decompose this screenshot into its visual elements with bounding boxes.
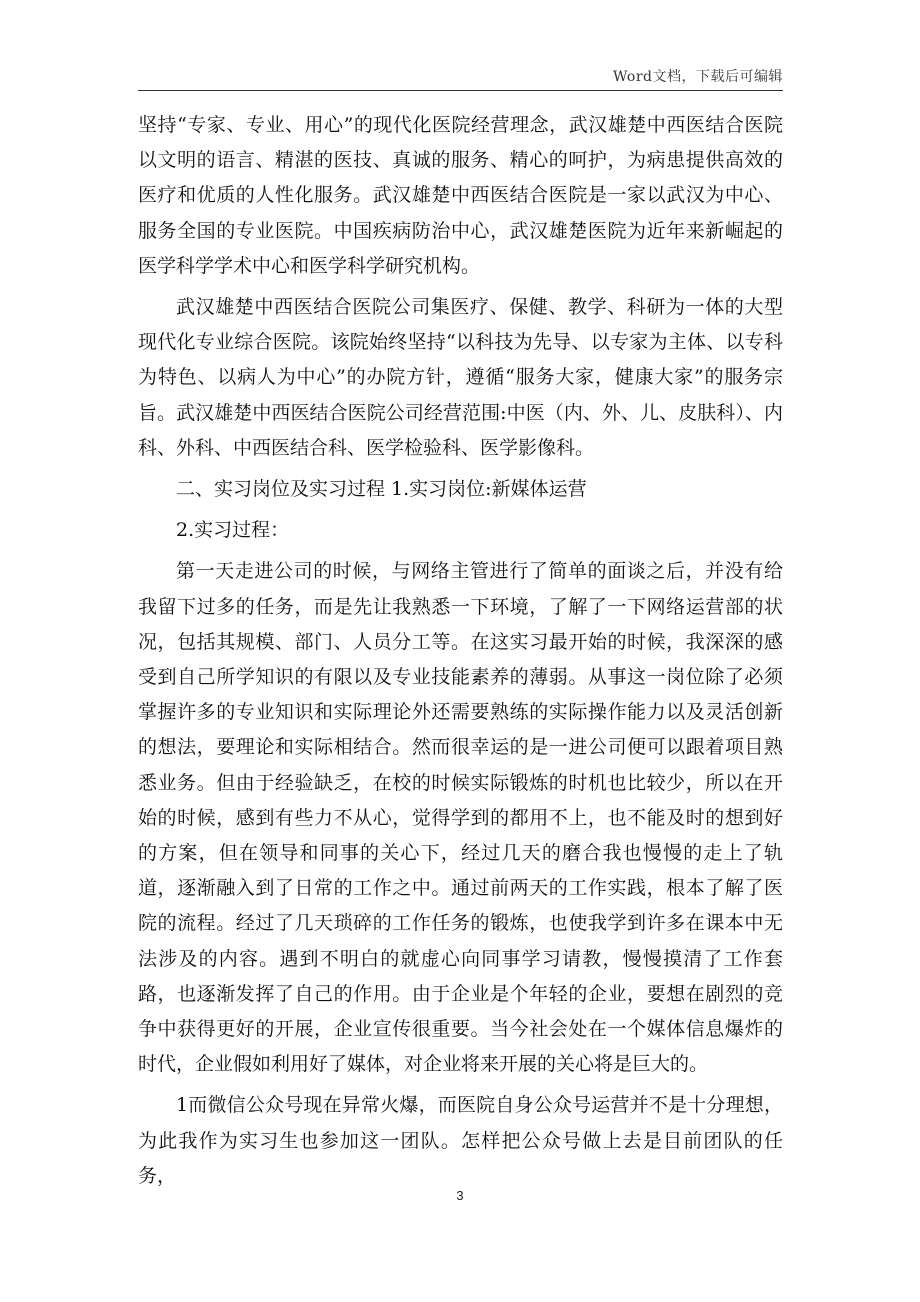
header-text: Word文档，下载后可编辑 [612, 69, 783, 85]
paragraph-internship-experience: 第一天走进公司的时候，与网络主管进行了简单的面谈之后，并没有给我留下过多的任务，而是先让我熟悉一下环境，了解了一下网络运营部的状况，包括其规模、部门、人员分工等。在这实习最开始的时候，我深深的感受到自己所学知识的有限以及专业技能素养的薄弱。从事这一岗位除了必须掌握许多的专业知识和实际理论外还需要熟练的实际操作能力以及灵活创新的想法，要理论和实际相结合。然而很幸运的是一进公司便可以跟着项目熟悉业务。但由于经验缺乏，在校的时候实际锻炼的时机也比较少，所以在开始的时候，感到有些力不从心，觉得学到的都用不上，也不能及时的想到好的方案，但在领导和同事的关心下，经过几天的磨合我也慢慢的走上了轨道，逐渐融入到了日常的工作之中。通过前两天的工作实践，根本了解了医院的流程。经过了几天琐碎的工作任务的锻炼，也使我学到许多在课本中无法涉及的内容。遇到不明白的就虚心向同事学习请教，慢慢摸清了工作套路，也逐渐发挥了自己的作用。由于企业是个年轻的企业，要想在剧烈的竞争中获得更好的开展，企业宣传很重要。当今社会处在一个媒体信息爆炸的时代，企业假如利用好了媒体，对企业将来开展的关心将是巨大的。 [138, 560, 783, 1076]
page-number: 3 [456, 1188, 464, 1203]
document-body [138, 108, 783, 1200]
paragraph-wechat-account: 1而微信公众号现在异常火爆，而医院自身公众号运营并不是十分理想，为此我作为实习生也参加这一团队。怎样把公众号做上去是目前团队的任务， [138, 1094, 783, 1187]
page-header [138, 62, 783, 91]
paragraph-hospital-profile: 武汉雄楚中西医结合医院公司集医疗、保健、教学、科研为一体的大型现代化专业综合医院。该院始终坚持“以科技为先导、以专家为主体、以专科为特色、以病人为中心”的办院方针，遵循“服务大家，健康大家”的服务宗旨。武汉雄楚中西医结合医院公司经营范围:中医（内、外、儿、皮肤科）、内科、外科、中西医结合科、医学检验科、医学影像科。 [138, 296, 783, 459]
subheading-internship-process: 2.实习过程： [176, 519, 290, 542]
paragraph-intro-continued: 坚持“专家、专业、用心”的现代化医院经营理念，武汉雄楚中西医结合医院以文明的语言、精湛的医技、真诚的服务、精心的呵护，为病患提供高效的医疗和优质的人性化服务。武汉雄楚中西医结合医院是一家以武汉为中心、服务全国的专业医院。中国疾病防治中心，武汉雄楚医院为近年来新崛起的医学科学学术中心和医学科学研究机构。 [138, 114, 783, 277]
section-heading-internship-position: 二、实习岗位及实习过程 1.实习岗位:新媒体运营 [176, 478, 587, 501]
